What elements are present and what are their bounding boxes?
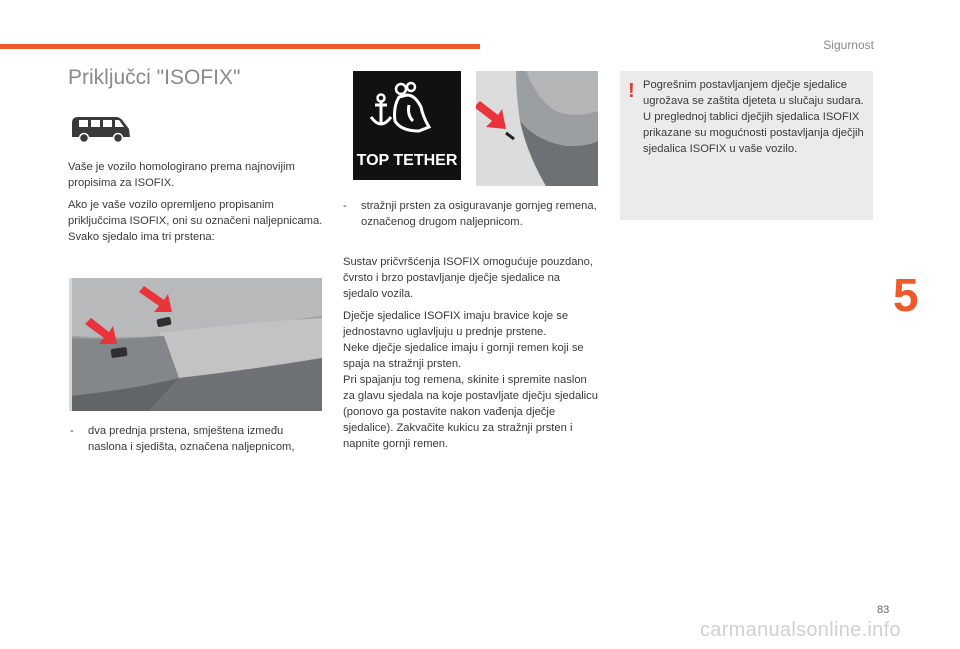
top-tether-photo <box>476 71 598 186</box>
page-title: Priključci "ISOFIX" <box>68 66 241 89</box>
bullet-dash: - <box>70 425 74 437</box>
bullet-dash: - <box>343 200 347 212</box>
rear-ring-bullet <box>343 198 598 230</box>
chapter-number: 5 <box>893 269 919 321</box>
watermark: carmanualsonline.info <box>700 619 901 641</box>
front-rings-bullet <box>70 423 325 455</box>
top-tether-label-image <box>353 71 461 180</box>
rear-ring-text: stražnji prsten za osiguravanje gornjeg remena, označenog drugom naljepnicom. <box>361 200 597 228</box>
homologation-paragraph: Vaše je vozilo homologirano prema najnovijim propisima za ISOFIX. <box>68 161 295 189</box>
equipment-paragraph <box>68 197 326 245</box>
child-seat-anchor-icon <box>353 71 461 180</box>
exclamation-icon: ! <box>628 80 635 102</box>
warning-line-1: Pogrešnim postavljanjem dječje sjedalice ugrožava se zaštita djeteta u slučaju sudara. <box>643 79 864 107</box>
top-tether-text: TOP TETHER <box>356 152 458 169</box>
headrest-text: Pri spajanju tog remena, skinite i spremite naslon za glavu sjedala na koje postavljate dječju sjedalicu (ponovo ga postavite nakon vađenja dječje sjedalice). Zakvačite kukicu za stražnji prsten i napnite gornji remen. <box>343 374 598 450</box>
isofix-seat-photo <box>69 278 322 411</box>
section-name: Sigurnost <box>823 38 874 52</box>
page-number: 83 <box>877 604 890 616</box>
warning-line-2: U preglednoj tablici dječjih sjedalica ISOFIX prikazane su mogućnosti postavljanja dječjih sjedalica ISOFIX u vaše vozilo. <box>643 111 864 155</box>
strap-text: Neke dječje sjedalice imaju i gornji remen koji se spaja na stražnji prsten. <box>343 342 584 370</box>
system-paragraph: Sustav pričvršćenja ISOFIX omogućuje pouzdano, čvrsto i brzo postavljanje dječje sjedalice na sjedalo vozila. <box>343 256 593 300</box>
latches-text: Dječje sjedalice ISOFIX imaju bravice koje se jednostavno uglavljuju u prednje prstene. <box>343 310 569 338</box>
van-icon <box>70 112 132 144</box>
section-accent-bar <box>0 44 480 49</box>
front-rings-text: dva prednja prstena, smještena između naslona i sjedišta, označena naljepnicom, <box>88 425 295 453</box>
equipment-text: Ako je vaše vozilo opremljeno propisanim priključcima ISOFIX, oni su označeni naljepnicama. <box>68 199 323 227</box>
instructions-paragraph <box>343 308 598 452</box>
rings-text: Svako sjedalo ima tri prstena: <box>68 231 215 243</box>
warning-text <box>643 77 868 157</box>
